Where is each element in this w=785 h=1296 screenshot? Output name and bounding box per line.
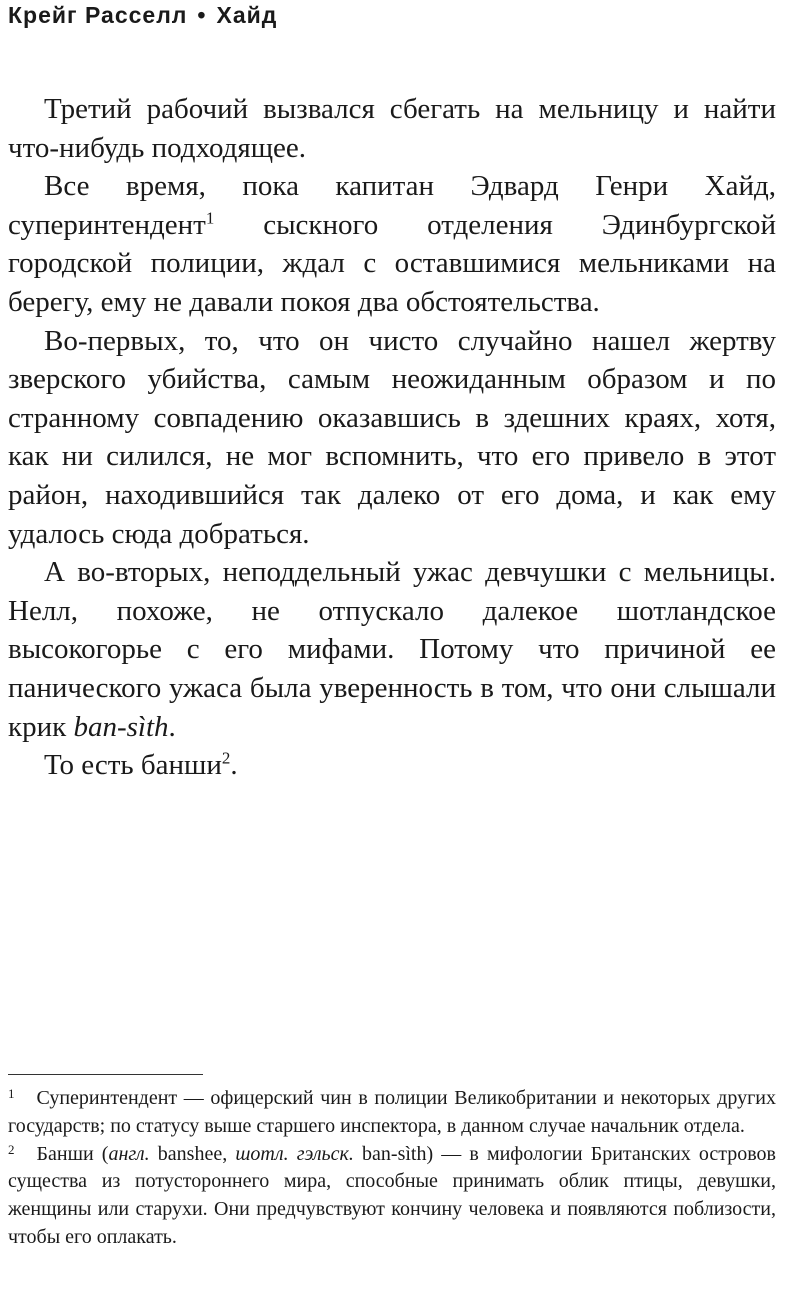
paragraph-2 bbox=[8, 167, 776, 321]
running-head bbox=[8, 2, 277, 29]
paragraph-2-text-b: сыскного отделения Эдинбургской городской полиции, ждал с оставшимися мельниками на берегу, ему не давали покоя два обстоятельства. bbox=[8, 208, 776, 318]
paragraph-5-text-b: . bbox=[230, 749, 238, 782]
footnote-2-text-a: Банши ( bbox=[36, 1142, 109, 1165]
paragraph-4-italic-term: ban-sìth bbox=[73, 710, 169, 743]
footnotes bbox=[8, 1085, 776, 1252]
footnote-divider bbox=[8, 1074, 203, 1075]
footnote-2 bbox=[8, 1141, 776, 1252]
running-head-author: Крейг Расселл bbox=[8, 2, 188, 28]
paragraph-2-text-a: Все время, пока капитан Эдвард Генри Хайд, суперинтендент bbox=[8, 170, 776, 241]
footnote-2-text-b: banshee, bbox=[149, 1142, 236, 1165]
footnote-1-number: 1 bbox=[8, 1086, 15, 1101]
footnote-ref-2[interactable]: 2 bbox=[221, 748, 231, 768]
footnote-2-italic-1: англ. bbox=[108, 1142, 150, 1165]
paragraph-4-text-b: . bbox=[168, 710, 176, 743]
running-head-separator: • bbox=[197, 2, 207, 28]
paragraph-5 bbox=[8, 746, 776, 785]
paragraph-4 bbox=[8, 553, 776, 746]
running-head-title: Хайд bbox=[216, 2, 278, 28]
paragraph-1: Третий рабочий вызвался сбегать на мельницу и найти что-нибудь подходящее. bbox=[8, 93, 776, 164]
footnote-ref-1[interactable]: 1 bbox=[205, 208, 215, 228]
paragraph-4-text-a: А во-вторых, неподдельный ужас девчушки с мельницы. Нелл, похоже, не отпускало далекое шотландское высокогорье с его мифами. Потому что причиной ее панического ужаса была уверенность в том, что они слышали крик bbox=[8, 556, 776, 743]
footnote-1-text: Суперинтендент — офицерский чин в полиции Великобритании и некоторых других государств; по статусу выше старшего инспектора, в данном случае начальник отдела. bbox=[8, 1087, 776, 1137]
footnote-2-text-c: ban-sìth) — в мифологии Британских островов существа из потустороннего мира, способные принимать облик птицы, девушки, женщины или старухи. Они предчувствуют кончину человека и появляются поблизости, чтобы его оплакать. bbox=[8, 1142, 777, 1248]
paragraph-5-text-a: То есть банши bbox=[44, 749, 222, 782]
paragraph-3: Во-первых, то, что он чисто случайно нашел жертву зверского убийства, самым неожиданным образом и по странному совпадению оказавшись в здешних краях, хотя, как ни силился, не мог вспомнить, что его привело в этот район, находившийся так далеко от его дома, и как ему удалось сюда добраться. bbox=[8, 324, 776, 550]
footnote-1 bbox=[8, 1085, 776, 1141]
footnote-2-italic-2: шотл. гэльск. bbox=[235, 1142, 354, 1165]
body-text bbox=[8, 90, 776, 785]
footnote-2-number: 2 bbox=[8, 1141, 15, 1157]
